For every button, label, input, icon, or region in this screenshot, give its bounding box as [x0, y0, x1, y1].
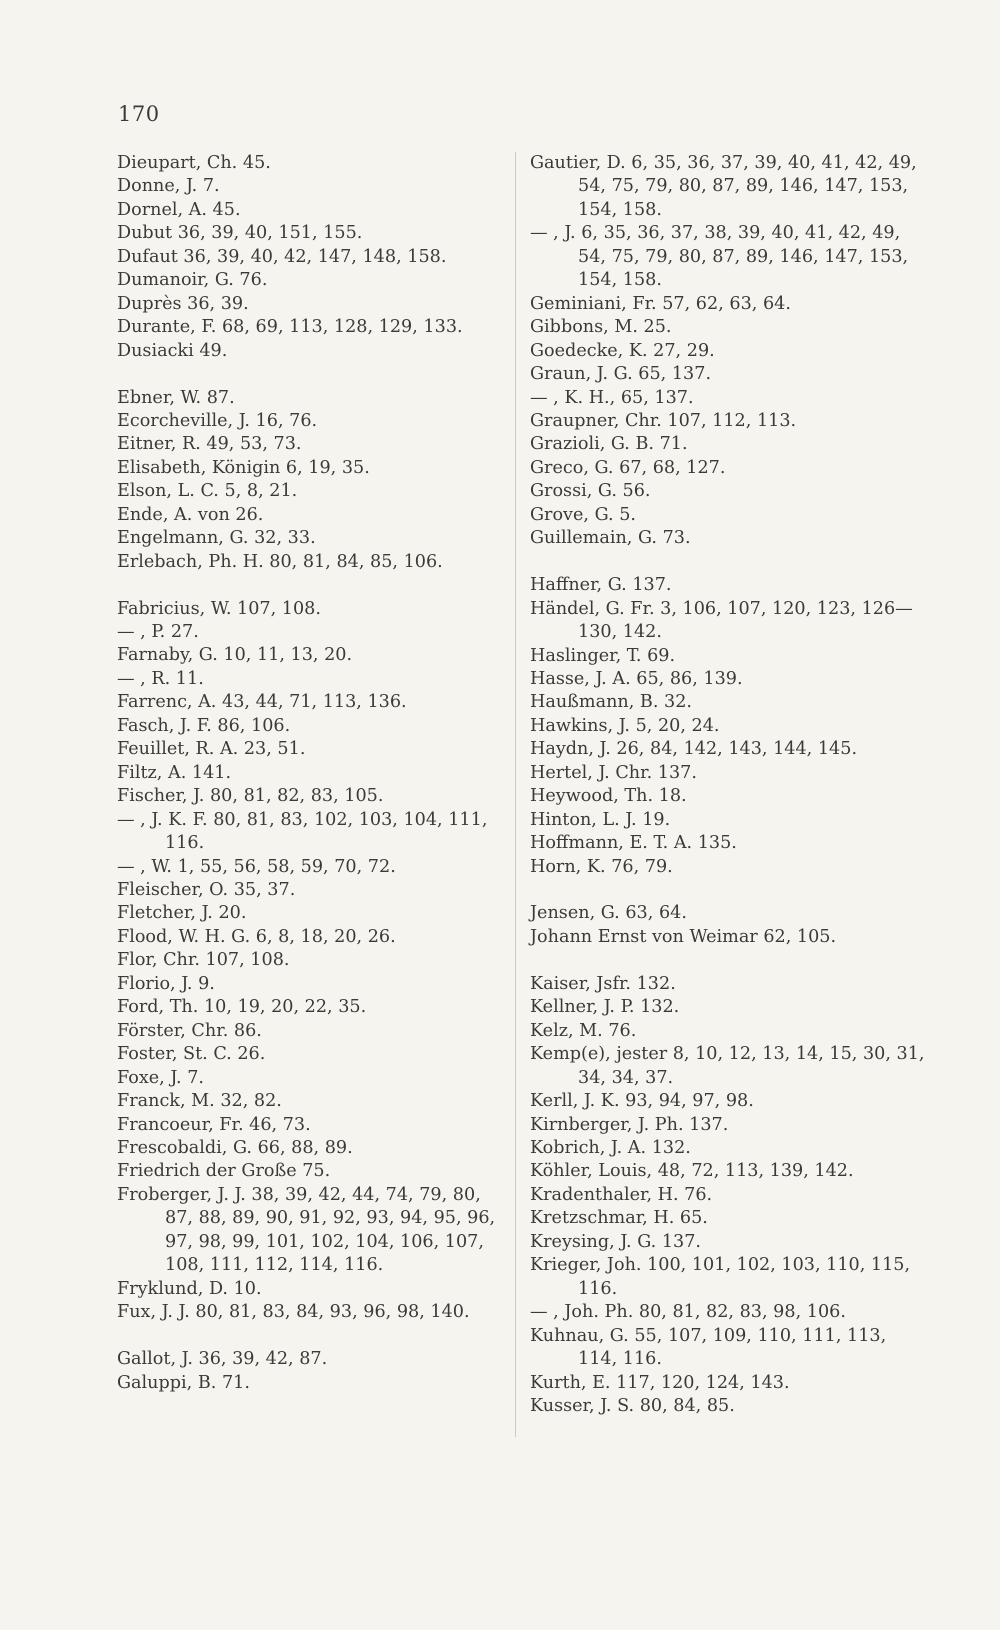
index-entry: Hinton, L. J. 19.: [530, 809, 671, 830]
index-entry: Fasch, J. F. 86, 106.: [117, 715, 291, 736]
index-entry: Grove, G. 5.: [530, 504, 636, 525]
index-entry: Jensen, G. 63, 64.: [530, 903, 687, 924]
index-entry: Francoeur, Fr. 46, 73.: [117, 1114, 311, 1135]
index-entry: Haslinger, T. 69.: [530, 645, 676, 666]
index-entry: — , P. 27.: [117, 622, 199, 643]
index-entry: Haußmann, B. 32.: [530, 692, 693, 713]
index-entry: Frescobaldi, G. 66, 88, 89.: [117, 1138, 353, 1158]
index-entry: Elson, L. C. 5, 8, 21.: [117, 481, 298, 502]
index-entry: Händel, G. Fr. 3, 106, 107, 120, 123, 126—130, 142.: [530, 598, 913, 643]
index-entry: Kelz, M. 76.: [530, 1020, 637, 1041]
index-entry: — , R. 11.: [117, 668, 204, 689]
index-entry: Kerll, J. K. 93, 94, 97, 98.: [530, 1091, 754, 1112]
index-entry: Fryklund, D. 10.: [117, 1278, 262, 1299]
index-entry: Dufaut 36, 39, 40, 42, 147, 148, 158.: [117, 246, 447, 267]
index-entry: Kemp(e), jester 8, 10, 12, 13, 14, 15, 30, 31, 34, 34, 37.: [530, 1044, 925, 1088]
index-entry: Kurth, E. 117, 120, 124, 143.: [530, 1372, 790, 1393]
section-gap: [117, 363, 497, 386]
index-entry: Heywood, Th. 18.: [530, 786, 687, 807]
index-entry: Farnaby, G. 10, 11, 13, 20.: [117, 645, 353, 666]
index-entry: Graun, J. G. 65, 137.: [530, 364, 712, 385]
index-entry: Dornel, A. 45.: [117, 199, 241, 220]
index-entry: Kobrich, J. A. 132.: [530, 1137, 691, 1158]
index-entry: Hoffmann, E. T. A. 135.: [530, 833, 737, 854]
index-entry: Gibbons, M. 25.: [530, 317, 672, 338]
right-index-column: [530, 152, 925, 1418]
section-gap: [530, 551, 925, 574]
index-entry: Kaiser, Jsfr. 132.: [530, 973, 676, 994]
index-entry: Franck, M. 32, 82.: [117, 1091, 282, 1112]
index-entry: Dieupart, Ch. 45.: [117, 153, 271, 173]
index-entry: Haffner, G. 137.: [530, 575, 672, 596]
index-entry: Kellner, J. P. 132.: [530, 997, 680, 1018]
index-entry: Grossi, G. 56.: [530, 481, 651, 502]
index-entry: Kuhnau, G. 55, 107, 109, 110, 111, 113, 114, 116.: [530, 1325, 887, 1370]
index-entry: Flor, Chr. 107, 108.: [117, 950, 290, 971]
index-entry: Fux, J. J. 80, 81, 83, 84, 93, 96, 98, 140.: [117, 1302, 470, 1323]
page-number: 170: [118, 102, 160, 126]
index-entry: Flood, W. H. G. 6, 8, 18, 20, 26.: [117, 926, 396, 947]
index-entry: — , J. 6, 35, 36, 37, 38, 39, 40, 41, 42, 49, 54, 75, 79, 80, 87, 89, 146, 147, 153, 154, 158.: [530, 223, 909, 291]
section-gap: [530, 949, 925, 972]
index-entry: Krieger, Joh. 100, 101, 102, 103, 110, 115, 116.: [530, 1255, 911, 1299]
index-entry: Guillemain, G. 73.: [530, 528, 691, 549]
index-entry: Graupner, Chr. 107, 112, 113.: [530, 410, 797, 431]
index-entry: Erlebach, Ph. H. 80, 81, 84, 85, 106.: [117, 551, 443, 572]
index-entry: Engelmann, G. 32, 33.: [117, 528, 316, 549]
index-entry: Filtz, A. 141.: [117, 762, 232, 783]
index-entry: Ford, Th. 10, 19, 20, 22, 35.: [117, 997, 367, 1018]
index-entry: Donne, J. 7.: [117, 176, 220, 197]
index-entry: Gautier, D. 6, 35, 36, 37, 39, 40, 41, 42, 49, 54, 75, 79, 80, 87, 89, 146, 147, 153, 154, 158.: [530, 153, 917, 220]
index-entry: Durante, F. 68, 69, 113, 128, 129, 133.: [117, 317, 463, 338]
index-entry: Haydn, J. 26, 84, 142, 143, 144, 145.: [530, 739, 858, 760]
section-gap: [117, 574, 497, 597]
index-entry: Dubut 36, 39, 40, 151, 155.: [117, 223, 363, 244]
index-entry: Kirnberger, J. Ph. 137.: [530, 1114, 729, 1135]
index-entry: Foxe, J. 7.: [117, 1067, 205, 1088]
index-entry: Köhler, Louis, 48, 72, 113, 139, 142.: [530, 1161, 854, 1182]
index-entry: Hawkins, J. 5, 20, 24.: [530, 715, 720, 736]
index-entry: Goedecke, K. 27, 29.: [530, 340, 715, 361]
index-entry: Ende, A. von 26.: [117, 504, 264, 525]
index-entry: Horn, K. 76, 79.: [530, 856, 673, 877]
index-entry: Ebner, W. 87.: [117, 387, 235, 408]
index-entry: Johann Ernst von Weimar 62, 105.: [530, 926, 837, 947]
index-entry: Feuillet, R. A. 23, 51.: [117, 739, 306, 760]
index-entry: Gallot, J. 36, 39, 42, 87.: [117, 1349, 328, 1370]
index-entry: Elisabeth, Königin 6, 19, 35.: [117, 457, 370, 478]
index-entry: Fletcher, J. 20.: [117, 903, 247, 924]
index-entry: Grazioli, G. B. 71.: [530, 434, 688, 455]
index-entry: Geminiani, Fr. 57, 62, 63, 64.: [530, 293, 791, 314]
index-entry: Förster, Chr. 86.: [117, 1020, 262, 1041]
index-entry: Duprès 36, 39.: [117, 293, 249, 314]
index-entry: Fleischer, O. 35, 37.: [117, 880, 296, 901]
index-entry: Florio, J. 9.: [117, 973, 215, 994]
index-entry: Froberger, J. J. 38, 39, 42, 44, 74, 79, 80, 87, 88, 89, 90, 91, 92, 93, 94, 95, 96, 97, 98, 99, 101, 102, 104, 106, 107, 108, 111, 112, 114, 116.: [117, 1184, 496, 1276]
index-entry: Greco, G. 67, 68, 127.: [530, 457, 726, 478]
index-entry: Galuppi, B. 71.: [117, 1372, 250, 1393]
column-divider: [515, 152, 516, 1437]
index-entry: — , W. 1, 55, 56, 58, 59, 70, 72.: [117, 856, 396, 877]
index-entry: Kretzschmar, H. 65.: [530, 1208, 708, 1229]
index-entry: Dusiacki 49.: [117, 340, 228, 361]
index-entry: Hertel, J. Chr. 137.: [530, 762, 697, 783]
index-entry: Fischer, J. 80, 81, 82, 83, 105.: [117, 786, 384, 807]
index-entry: Eitner, R. 49, 53, 73.: [117, 434, 302, 455]
section-gap: [117, 1325, 497, 1348]
index-entry: Friedrich der Große 75.: [117, 1161, 331, 1182]
index-entry: Fabricius, W. 107, 108.: [117, 598, 321, 619]
index-entry: Hasse, J. A. 65, 86, 139.: [530, 668, 743, 689]
section-gap: [530, 879, 925, 902]
index-entry: Kreysing, J. G. 137.: [530, 1231, 701, 1252]
index-entry: — , Joh. Ph. 80, 81, 82, 83, 98, 106.: [530, 1302, 846, 1323]
index-entry: Dumanoir, G. 76.: [117, 270, 268, 291]
index-entry: Kradenthaler, H. 76.: [530, 1184, 713, 1205]
index-entry: Foster, St. C. 26.: [117, 1044, 266, 1065]
index-entry: Farrenc, A. 43, 44, 71, 113, 136.: [117, 692, 407, 713]
left-index-column: [117, 152, 497, 1395]
index-entry: — , J. K. F. 80, 81, 83, 102, 103, 104, 111, 116.: [117, 809, 488, 854]
index-entry: Kusser, J. S. 80, 84, 85.: [530, 1395, 735, 1416]
index-entry: — , K. H., 65, 137.: [530, 387, 694, 408]
index-entry: Ecorcheville, J. 16, 76.: [117, 410, 318, 431]
